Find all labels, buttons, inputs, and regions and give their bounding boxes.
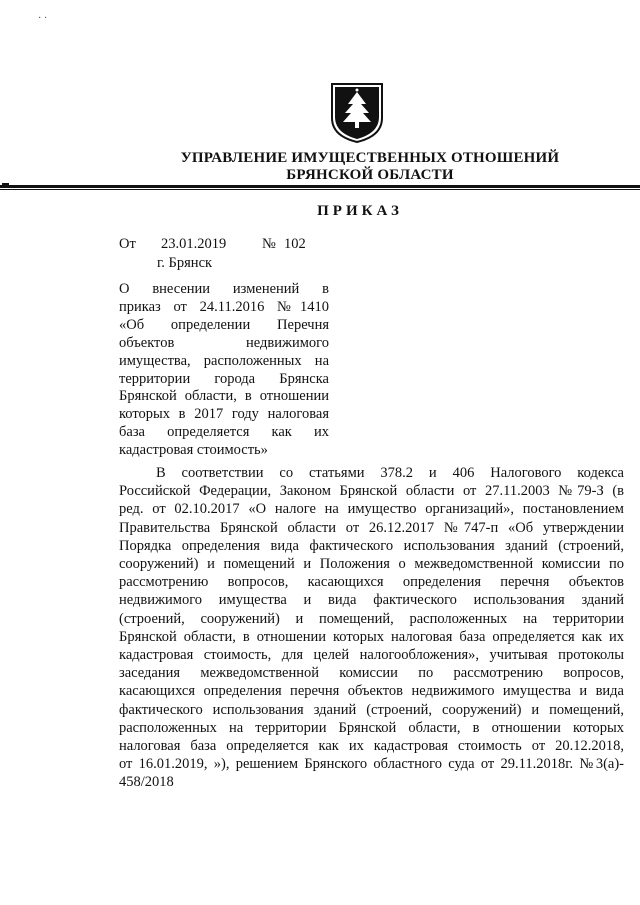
body-line: ред. от 02.10.2017 «О налоге на имущество организаций», постановлением	[119, 501, 624, 518]
subject-line: имущества, расположенных на	[119, 352, 329, 369]
body-line: рассмотрению вопросов, касающихся определения перечня объектов	[119, 574, 624, 591]
subject-line: О внесении изменений в	[119, 281, 329, 297]
subject-line: территории города Брянска	[119, 370, 329, 387]
subject-line: кадастровая стоимость»	[119, 442, 268, 459]
subject-line: Брянской области, в отношении	[119, 388, 329, 405]
scan-speck: ·	[44, 13, 48, 24]
body-line: от 16.01.2019, »), решением Брянского областного суда от 29.11.2018г. №3(а)-	[119, 756, 624, 773]
subject-line: «Об определении Перечня	[119, 316, 329, 333]
body-line: недвижимого имущества и вида фактического использования зданий	[119, 592, 624, 609]
body-line: кадастровая стоимость, для целей налогообложения», учитывая протоколы	[119, 647, 624, 664]
body-line: (строений, сооружений) и помещений, расположенных на территории	[119, 610, 624, 627]
header-rule-thick	[0, 185, 640, 188]
date-prefix: От	[119, 236, 136, 252]
header-rule-thin	[0, 189, 640, 190]
subject-line: которых в 2017 году налоговая	[119, 406, 329, 423]
body-line: расположенных на территории Брянской области, в отношении которых	[119, 719, 624, 736]
body-line: сооружений) и помещений и Положения о межведомственной комиссии по	[119, 556, 624, 573]
body-line: заседания межведомственной комиссии по рассмотрению вопросов,	[119, 665, 624, 682]
body-line: Брянской области, в отношении которых налоговая база определяется как их	[119, 628, 624, 645]
subject-line: приказ от 24.11.2016 №1410	[119, 298, 329, 315]
body-line: В соответствии со статьями 378.2 и 406 Налогового кодекса	[156, 465, 624, 481]
subject-line: объектов недвижимого	[119, 334, 329, 351]
number-prefix: №	[262, 236, 276, 252]
scan-speck: ·	[38, 13, 42, 24]
document-type: ПРИКАЗ	[317, 203, 403, 219]
coat-of-arms-icon	[330, 82, 384, 144]
organization-name-line1: УПРАВЛЕНИЕ ИМУЩЕСТВЕННЫХ ОТНОШЕНИЙ	[180, 150, 560, 166]
document-date: 23.01.2019	[161, 236, 227, 252]
body-line: Правительства Брянской области от 26.12.2017 №747-п «Об утверждении	[119, 519, 624, 536]
document-city: г. Брянск	[157, 255, 213, 271]
body-line: фактического использования зданий (строений, сооружений) и помещений,	[119, 701, 624, 718]
subject-line: база определяется как их	[119, 424, 329, 441]
document-number: 102	[284, 236, 306, 252]
body-line: Порядка определения вида фактического использования зданий (строений,	[119, 537, 624, 554]
document-body	[119, 464, 624, 792]
document-subject	[119, 281, 329, 460]
body-line: касающихся определения перечня объектов недвижимого имущества и вида	[119, 683, 624, 700]
body-line: Российской Федерации, Законом Брянской области от 27.11.2003 №79-З (в	[119, 483, 624, 500]
body-line: налоговая база определяется как их кадастровая стоимость от 20.12.2018,	[119, 738, 624, 755]
organization-name-line2: БРЯНСКОЙ ОБЛАСТИ	[286, 167, 454, 183]
body-line: 458/2018	[119, 774, 174, 791]
